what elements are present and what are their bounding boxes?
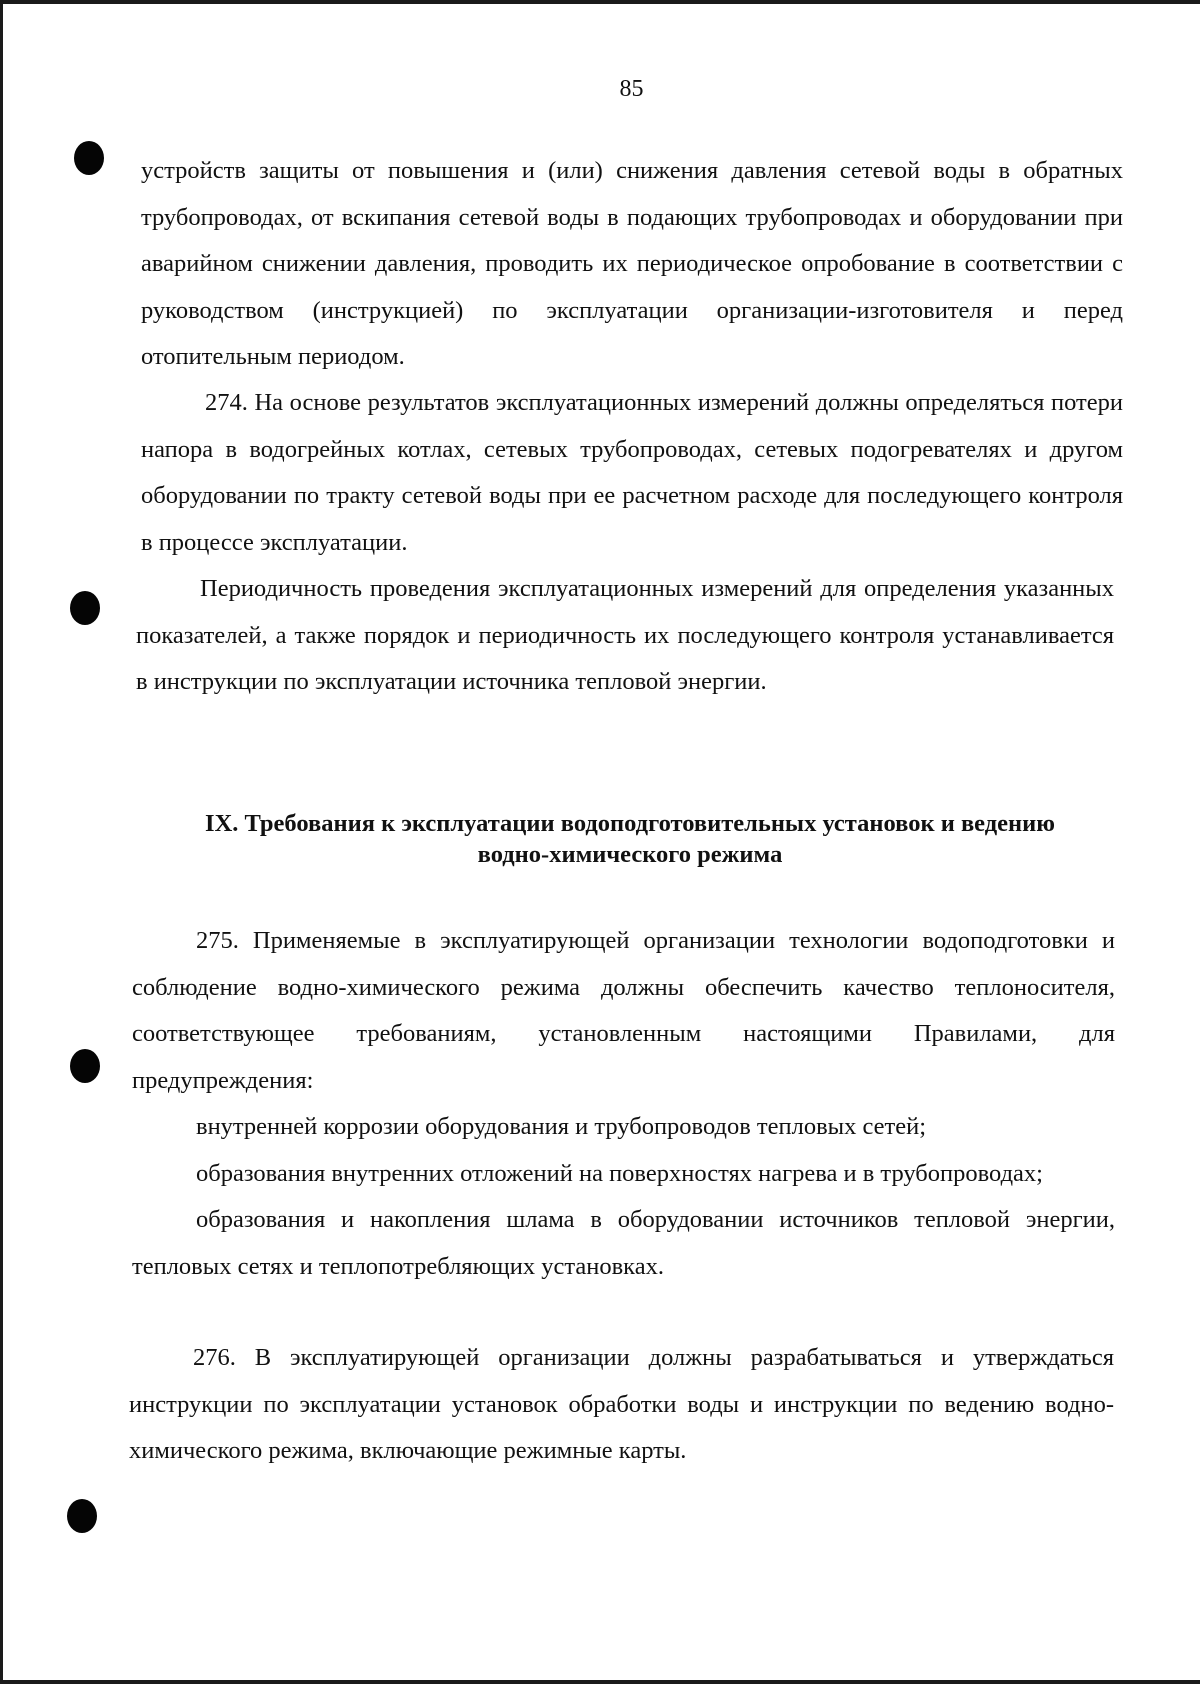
paragraph-text: 275. Применяемые в эксплуатирующей организации технологии водоподготовки и соблюдение водно-химического режима должны обеспечить качество теплоносителя, соответствующее требованиям, установленным настоящими Правилами, для предупреждения: (132, 927, 1115, 1094)
punch-hole-2 (70, 591, 100, 625)
punch-hole-4 (67, 1499, 97, 1533)
list-item-sludge: образования и накопления шлама в оборудовании источников тепловой энергии, тепловых сетях и теплопотребляющих установках. (132, 1206, 1115, 1280)
scan-edge-left (0, 0, 3, 1684)
heading-line-2: водно-химического режима (477, 841, 783, 868)
paragraph-276 (129, 1335, 1114, 1475)
paragraph-text: 274. На основе результатов эксплуатационных измерений должны определяться потери напора в водогрейных котлах, сетевых трубопроводах, сетевых подогревателях и другом оборудовании по тракту сетевой воды при ее расчетном расходе для последующего контроля в процессе эксплуатации. (141, 389, 1123, 556)
paragraph-text: 276. В эксплуатирующей организации должны разрабатываться и утверждаться инструкции по эксплуатации установок обработки воды и инструкции по ведению водно-химического режима, включающие режимные карты. (129, 1344, 1114, 1464)
paragraph-periodicity (136, 566, 1114, 706)
paragraph-275 (132, 918, 1115, 1290)
list-item-deposits: образования внутренних отложений на поверхностях нагрева и в трубопроводах; (196, 1159, 1043, 1187)
scan-edge-bottom (0, 1680, 1200, 1684)
punch-hole-3 (70, 1049, 100, 1083)
punch-hole-1 (74, 141, 104, 175)
section-heading (150, 808, 1110, 870)
paragraph-274 (141, 380, 1123, 566)
paragraph-continuation (141, 148, 1123, 381)
paragraph-text: устройств защиты от повышения и (или) снижения давления сетевой воды в обратных трубопроводах, от вскипания сетевой воды в подающих трубопроводах и оборудовании при аварийном снижении давления, проводить их периодическое опробование в соответствии с руководством (инструкцией) по эксплуатации организации-изготовителя и перед отопительным периодом. (141, 157, 1123, 370)
list-item-corrosion: внутренней коррозии оборудования и трубопроводов тепловых сетей; (196, 1113, 927, 1140)
scan-edge-top (0, 0, 1200, 4)
heading-line-1: IX. Требования к эксплуатации водоподготовительных установок и ведению (205, 810, 1055, 837)
page-number: 85 (619, 76, 644, 102)
paragraph-text: Периодичность проведения эксплуатационных измерений для определения указанных показателей, а также порядок и периодичность их последующего контроля устанавливается в инструкции по эксплуатации источника тепловой энергии. (136, 575, 1114, 695)
